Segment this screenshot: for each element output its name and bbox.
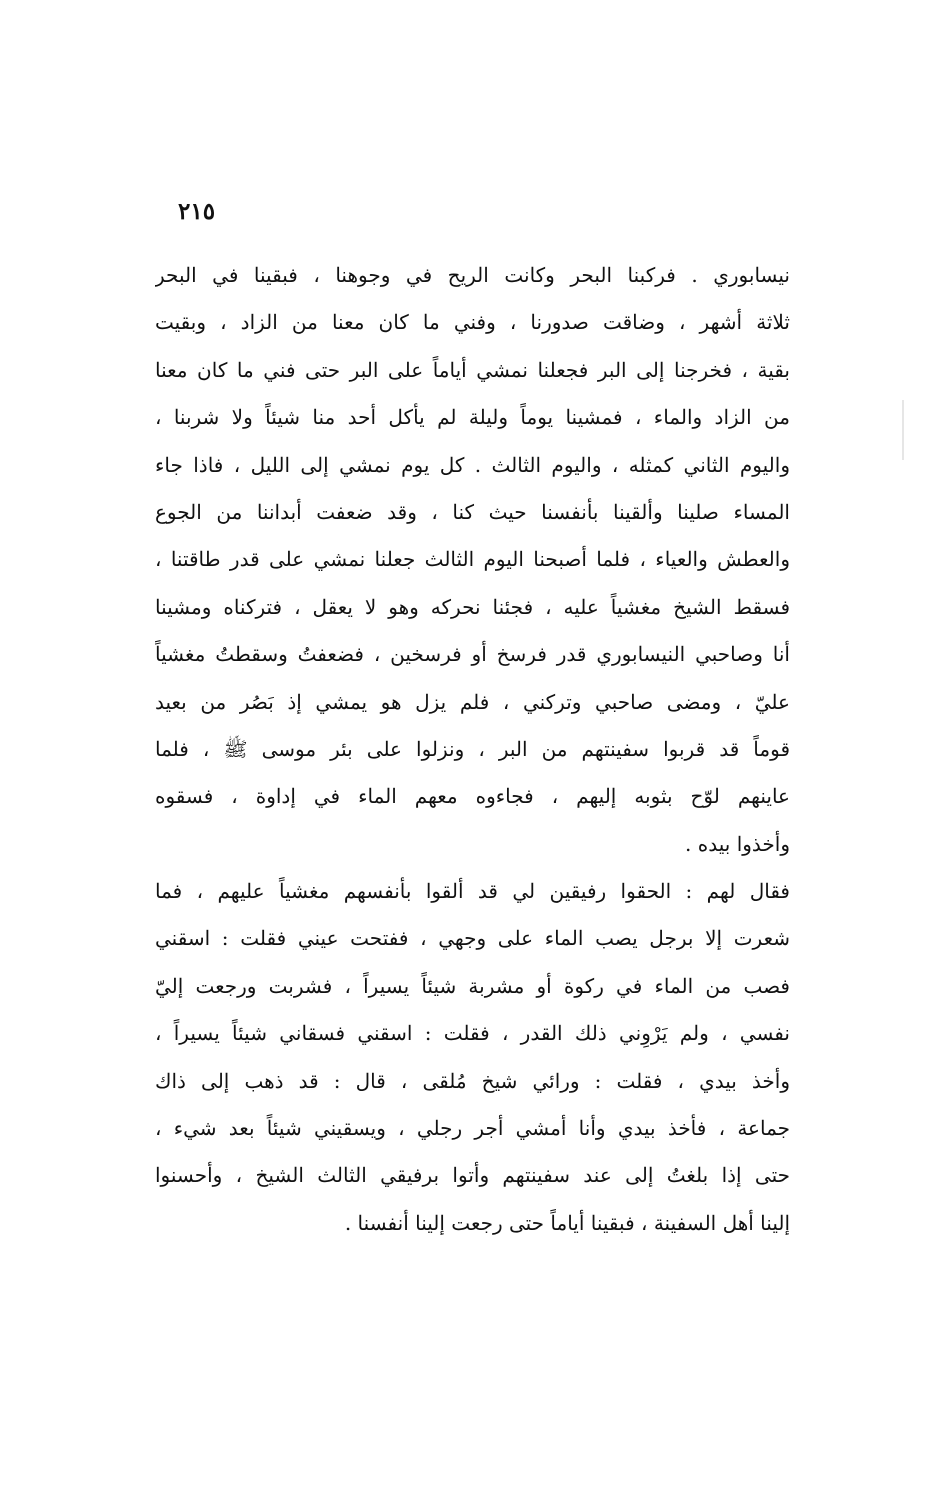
paragraph: [155, 252, 790, 868]
text-line: قوماً قد قربوا سفينتهم من البر ، ونزلوا على بئر موسى ﷺ ، فلما: [155, 736, 790, 761]
text-line: من الزاد والماء ، فمشينا يوماً وليلة لم يأكل أحد منا شيئاً ولا شربنا ،: [155, 405, 790, 430]
text-line: شعرت إلا برجل يصب الماء على وجهي ، ففتحت عيني فقلت : اسقني: [155, 926, 790, 951]
text-line: عليّ ، ومضى صاحبي وتركني ، فلم يزل هو يمشي إذ بَصُر من بعيد: [155, 689, 790, 714]
text-line: عاينهم لوّح بثوبه إليهم ، فجاءوه معهم الماء في إداوة ، فسقوه: [155, 784, 790, 809]
text-line: فصب من الماء في ركوة أو مشربة شيئاً يسيراً ، فشربت ورجعت إليّ: [155, 973, 790, 998]
scan-margin-mark: [902, 400, 904, 460]
text-line: والعطش والعياء ، فلما أصبحنا اليوم الثالث جعلنا نمشي على قدر طاقتنا ،: [155, 547, 790, 572]
text-line: إلينا أهل السفينة ، فبقينا أياماً حتى رجعت إلينا أنفسنا .: [344, 1210, 790, 1235]
text-line: وأخذ بيدي ، فقلت : ورائي شيخ مُلقى ، قال : قد ذهب إلى ذاك: [155, 1068, 790, 1093]
text-line: فسقط الشيخ مغشياً عليه ، فجئنا نحركه وهو لا يعقل ، فتركناه ومشينا: [155, 594, 790, 619]
text-line: أنا وصاحبي النيسابوري قدر فرسخ أو فرسخين ، فضعفتُ وسقطتُ مغشياً: [155, 642, 790, 667]
text-line: بقية ، فخرجنا إلى البر فجعلنا نمشي أياماً على البر حتى فني ما كان معنا: [155, 357, 790, 382]
text-line: جماعة ، فأخذ بيدي وأنا أمشي أجر رجلي ، ويسقيني شيئاً بعد شيء ،: [155, 1115, 790, 1140]
page-number: ٢١٥: [178, 198, 216, 225]
text-line: نفسي ، ولم يَرْوِني ذلك القدر ، فقلت : اسقني فسقاني شيئاً يسيراً ،: [155, 1021, 790, 1046]
text-line: حتى إذا بلغتُ إلى عند سفينتهم وأتوا برفيقي الثالث الشيخ ، وأحسنوا: [155, 1163, 790, 1188]
text-line: واليوم الثاني كمثله ، واليوم الثالث . كل يوم نمشي إلى الليل ، فاذا جاء: [155, 452, 790, 477]
text-line: فقال لهم : الحقوا رفيقين لي قد ألقوا بأنفسهم مغشياً عليهم ، فما: [155, 879, 790, 903]
text-line: وأخذوا بيده .: [685, 831, 790, 856]
text-line: نيسابوري . فركبنا البحر وكانت الريح في وجوهنا ، فبقينا في البحر: [155, 263, 790, 287]
paragraph: [155, 868, 790, 1247]
text-line: ثلاثة أشهر ، وضاقت صدورنا ، وفني ما كان معنا من الزاد ، وبقيت: [155, 310, 790, 335]
text-line: المساء صلينا وألقينا بأنفسنا حيث كنا ، وقد ضعفت أبداننا من الجوع: [155, 499, 790, 524]
